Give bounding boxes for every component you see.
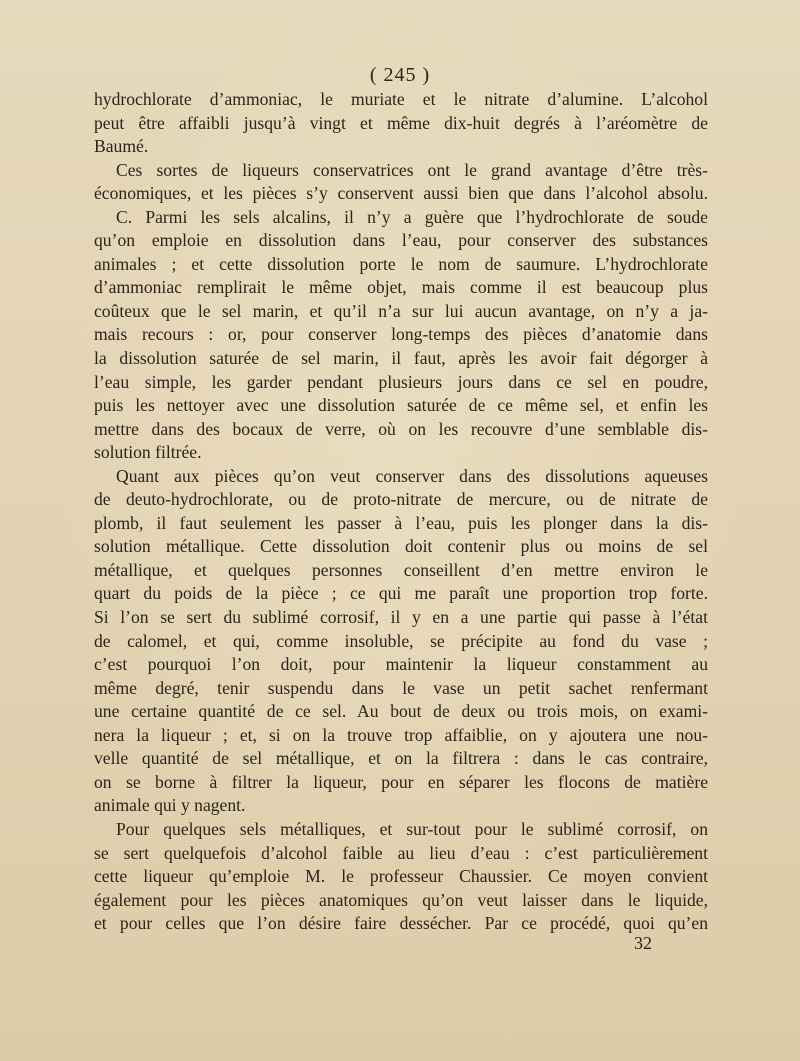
text-line: hydrochlorate d’ammoniac, le muriate et le nitrate d’alumine. L’alcohol [94,89,708,109]
text-line: de calomel, et qui, comme insoluble, se précipite au fond du vase ; [94,630,708,651]
text-line: Pour quelques sels métalliques, et sur-tout pour le sublimé corrosif, on [116,818,708,839]
text-line: animales ; et cette dissolution porte le nom de saumure. L’hydrochlorate [94,253,708,274]
text-line: mettre dans des bocaux de verre, où on les recouvre d’une semblable dis- [94,418,708,439]
text-line: se sert quelquefois d’alcohol faible au lieu d’eau : c’est particulièrement [94,842,708,863]
text-line: Si l’on se sert du sublimé corrosif, il y en a une partie qui passe à l’état [94,607,708,628]
text-line: on se borne à filtrer la liqueur, pour en séparer les flocons de matière [94,771,708,792]
text-line: une certaine quantité de ce sel. Au bout de deux ou trois mois, on exami- [94,701,708,722]
text-line: nera la liqueur ; et, si on la trouve trop affaiblie, on y ajoutera une nou- [94,724,708,745]
text-line: également pour les pièces anatomiques qu’on veut laisser dans le liquide, [94,889,708,910]
text-line: de deuto-hydrochlorate, ou de proto-nitrate de mercure, ou de nitrate de [94,489,708,510]
text-line: quart du poids de la pièce ; ce qui me paraît une proportion trop forte. [94,583,708,604]
text-line: Quant aux pièces qu’on veut conserver dans des dissolutions aqueuses [116,465,708,486]
text-line: coûteux que le sel marin, et qu’il n’a sur lui aucun avantage, on n’y a ja- [94,300,708,321]
text-line: animale qui y nagent. [94,795,246,816]
text-line: la dissolution saturée de sel marin, il faut, après les avoir fait dégorger à [94,348,708,369]
text-line: puis les nettoyer avec une dissolution saturée de ce même sel, et enfin les [94,395,708,416]
text-line: mais recours : or, pour conserver long-temps des pièces d’anatomie dans [94,324,708,345]
text-line: économiques, et les pièces s’y conservent aussi bien que dans l’alcohol absolu. [94,183,708,204]
text-line: c’est pourquoi l’on doit, pour maintenir la liqueur constamment au [94,654,708,675]
text-line: qu’on emploie en dissolution dans l’eau, pour conserver des substances [94,230,708,251]
text-line: même degré, tenir suspendu dans le vase un petit sachet renfermant [94,677,708,698]
text-line: métallique, et quelques personnes conseillent d’en mettre environ le [94,559,708,580]
text-line: solution métallique. Cette dissolution doit contenir plus ou moins de sel [94,536,708,557]
signature-mark: 32 [634,933,652,953]
page-number: ( 245 ) [369,64,431,86]
text-line: C. Parmi les sels alcalins, il n’y a guère que l’hydrochlorate de soude [116,206,708,227]
text-line: et pour celles que l’on désire faire dessécher. Par ce procédé, quoi qu’en [94,913,708,934]
text-line: plomb, il faut seulement les passer à l’eau, puis les plonger dans la dis- [94,512,708,533]
text-line: peut être affaibli jusqu’à vingt et même dix-huit degrés à l’aréomètre de [94,112,708,133]
body-text [94,88,708,936]
text-line: Ces sortes de liqueurs conservatrices ont le grand avantage d’être très- [116,159,708,180]
text-line: d’ammoniac remplirait le même objet, mais comme il est beaucoup plus [94,277,708,298]
text-line: l’eau simple, les garder pendant plusieurs jours dans ce sel en poudre, [94,371,708,392]
text-line: cette liqueur qu’emploie M. le professeur Chaussier. Ce moyen convient [94,866,708,887]
text-line: velle quantité de sel métallique, et on la filtrera : dans le cas contraire, [94,748,708,769]
text-line: solution filtrée. [94,442,202,463]
text-line: Baumé. [94,136,149,157]
